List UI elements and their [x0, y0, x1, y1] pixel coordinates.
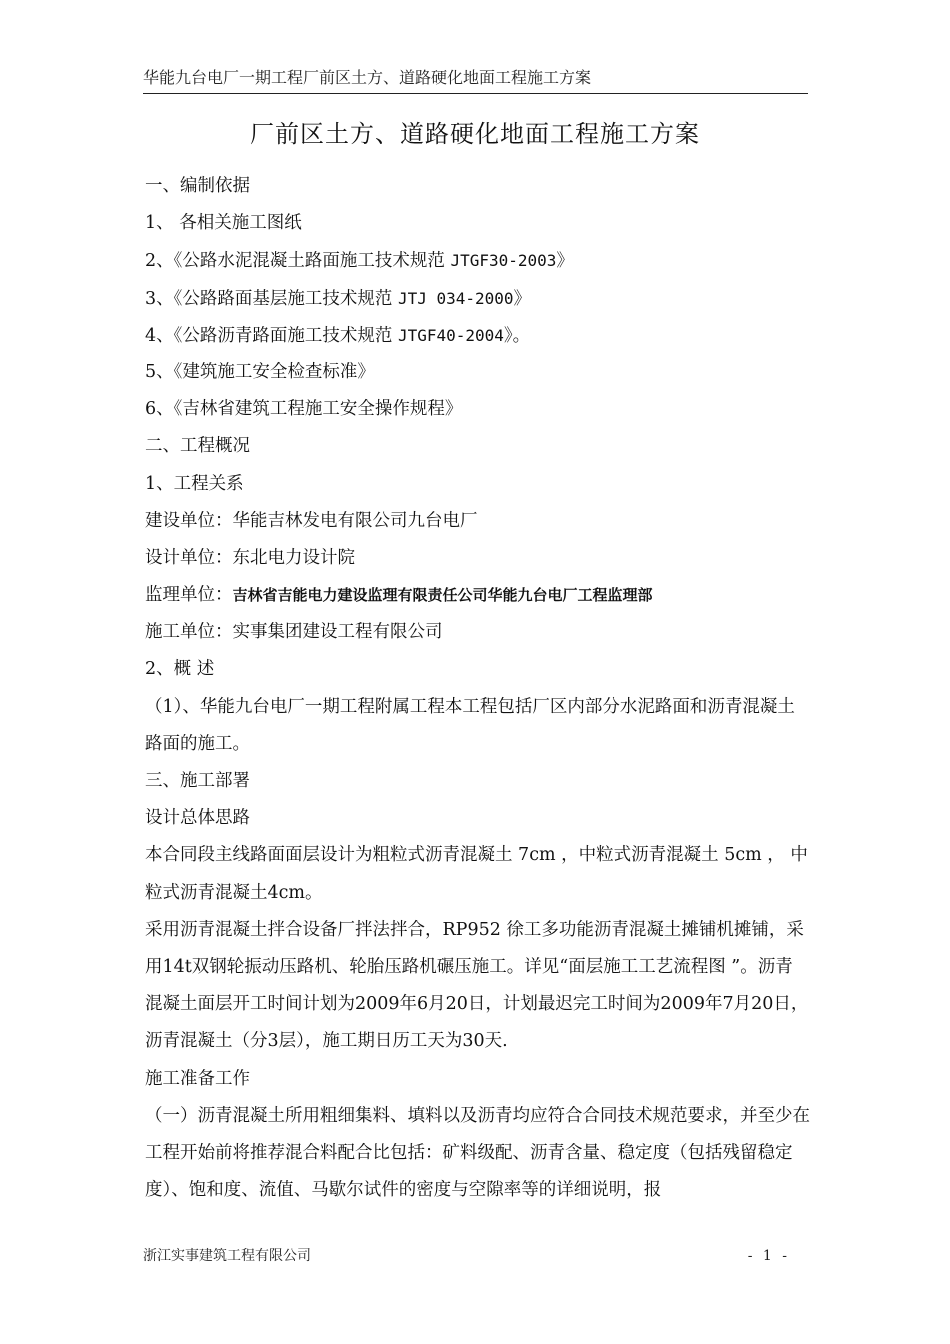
contractor-row	[145, 614, 810, 651]
basis-item-4-text: 4、《公路沥青路面施工技术规范	[145, 325, 398, 346]
basis-item-3	[145, 280, 810, 317]
owner-label: 建设单位：	[145, 510, 233, 531]
basis-item-1: 1、 各相关施工图纸	[145, 213, 302, 234]
preparation-paragraph-1: （一）沥青混凝土所用粗细集料、填料以及沥青均应符合合同技术规范要求，并至少在工程开始前将推荐混合料配合比包括：矿料级配、沥青含量、稳定度（包括残留稳定度）、饱和度、流值、马歇尔试件的密度与空隙率等的详细说明，报	[145, 1105, 810, 1201]
contractor-value: 实事集团建设工程有限公司	[232, 622, 443, 643]
section-heading-deployment: 三、施工部署	[145, 771, 250, 792]
section-heading-basis: 一、编制依据	[145, 176, 250, 196]
supervisor-label: 监理单位：	[145, 585, 233, 606]
page-header	[143, 66, 808, 94]
basis-item-6: 6、《吉林省建筑工程施工安全操作规程》	[145, 399, 463, 420]
basis-item-3-code: JTJ 034-2000	[397, 288, 514, 308]
designer-value: 东北电力设计院	[232, 547, 355, 568]
subheading-relations: 1、工程关系	[145, 473, 244, 494]
basis-item-4-end: 》。	[503, 325, 531, 346]
owner-value: 华能吉林发电有限公司九台电厂	[232, 510, 478, 531]
page-number: - 1 -	[747, 1248, 790, 1264]
subheading-preparation: 施工准备工作	[145, 1068, 250, 1089]
basis-item-3-text: 3、《公路路面基层施工技术规范	[145, 288, 398, 309]
overview-paragraph: （1）、华能九台电厂一期工程附属工程本工程包括厂区内部分水泥路面和沥青混凝土路面的施工。	[145, 696, 795, 754]
header-text: 华能九台电厂一期工程厂前区土方、道路硬化地面工程施工方案	[143, 68, 592, 87]
basis-item-2	[145, 242, 810, 279]
document-title: 厂前区土方、道路硬化地面工程施工方案	[250, 120, 700, 148]
document-body	[145, 168, 810, 1209]
basis-item-2-text: 2、《公路水泥混凝土路面施工技术规范	[145, 251, 451, 272]
supervisor-value: 吉林省吉能电力建设监理有限责任公司华能九台电厂工程监理部	[232, 586, 653, 605]
contractor-label: 施工单位：	[145, 622, 233, 643]
basis-item-2-code: JTGF30-2003	[450, 251, 557, 271]
basis-item-4	[145, 317, 810, 354]
basis-item-4-code: JTGF40-2004	[397, 325, 504, 345]
designer-label: 设计单位：	[145, 547, 233, 568]
basis-item-5: 5、《建筑施工安全检查标准》	[145, 361, 375, 382]
basis-item-3-end: 》	[513, 288, 532, 309]
method-paragraph: 采用沥青混凝土拌合设备厂拌法拌合，RP952 徐工多功能沥青混凝土摊铺机摊铺，采用14t双钢轮振动压路机、轮胎压路机碾压施工。详见“面层施工工艺流程图 ”。沥青混凝土面层开工时间计划为2009年6月20日，计划最迟完工时间为2009年7月20日，沥青混凝土（分3层），施工期日历工天为30天.	[145, 919, 809, 1052]
footer-company: 浙江实事建筑工程有限公司	[143, 1248, 311, 1264]
designer-row	[145, 540, 810, 577]
subheading-design-idea: 设计总体思路	[145, 808, 250, 829]
owner-row	[145, 503, 810, 540]
design-idea-paragraph: 本合同段主线路面面层设计为粗粒式沥青混凝土 7cm ，中粒式沥青混凝土 5cm ， 中粒式沥青混凝土4cm。	[145, 845, 808, 903]
subheading-summary: 2、概 述	[145, 659, 215, 680]
basis-item-2-end: 》	[556, 251, 574, 272]
supervisor-row	[145, 577, 810, 614]
section-heading-overview: 二、工程概况	[145, 436, 250, 457]
